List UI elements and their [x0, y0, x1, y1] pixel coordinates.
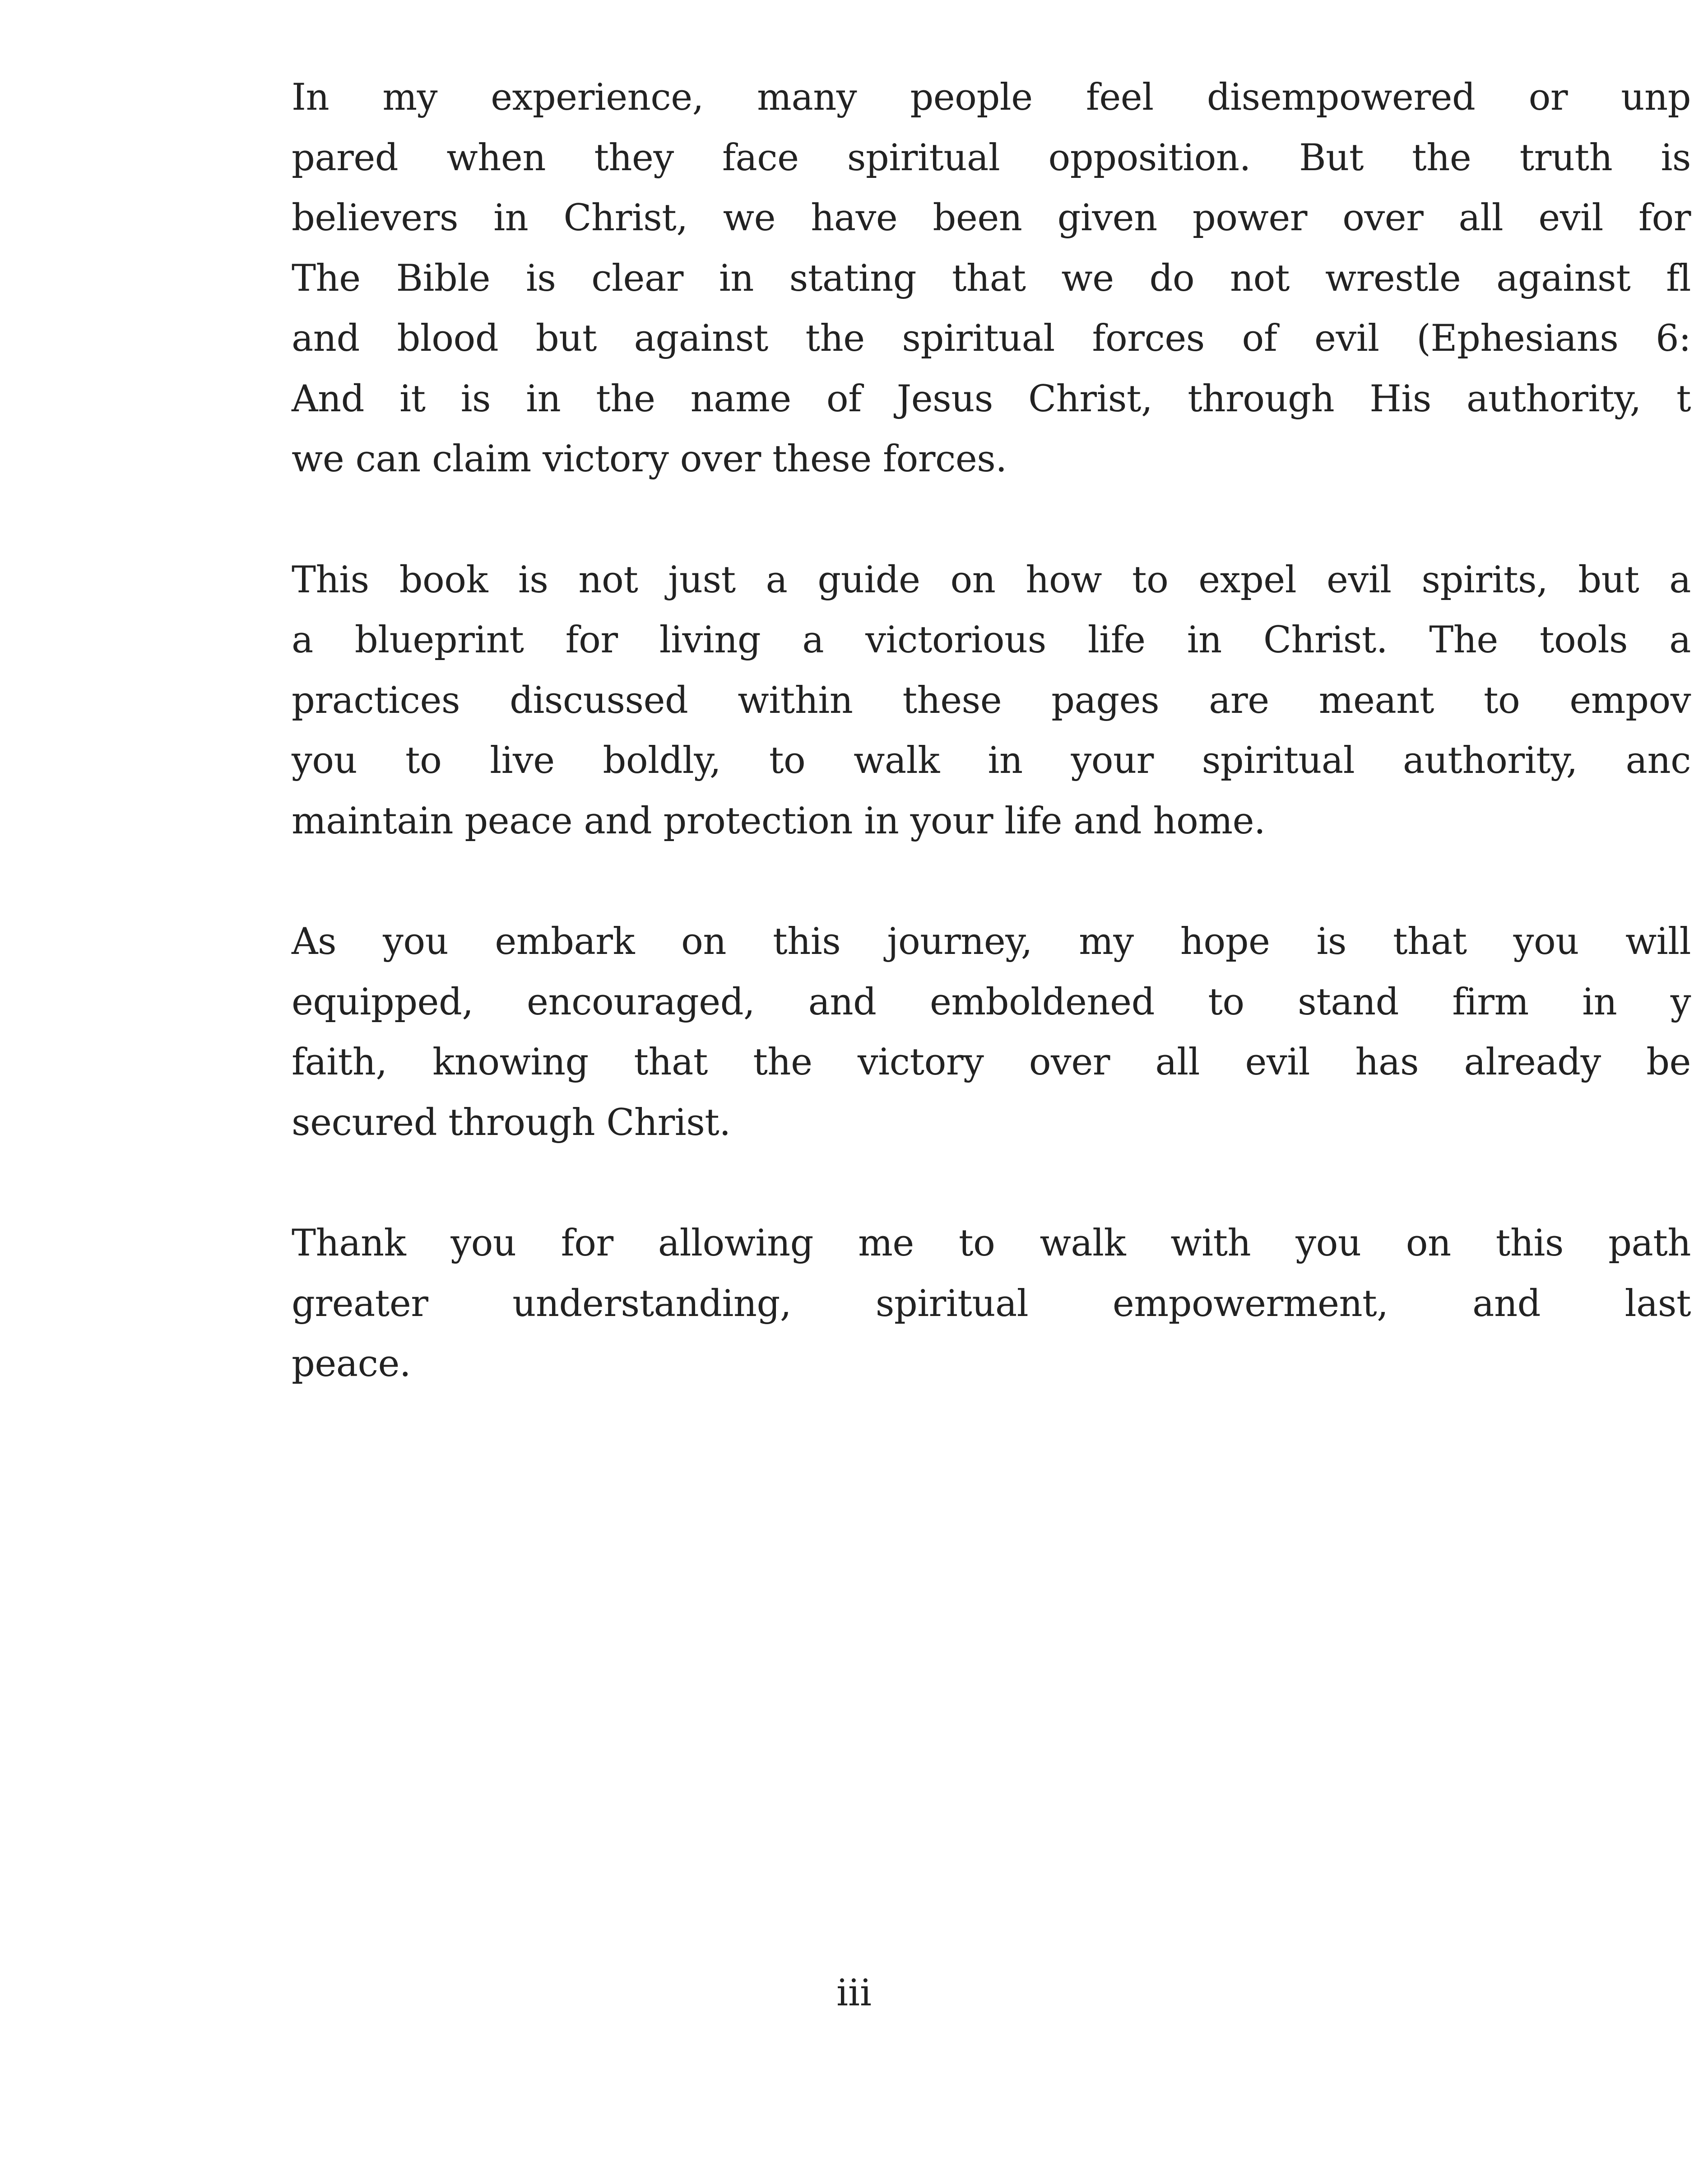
- text-line: and blood but against the spiritual forces of evil (Ephesians 6:: [292, 317, 1691, 360]
- text-line: equipped, encouraged, and emboldened to stand firm in y: [292, 981, 1691, 1023]
- text-line: believers in Christ, we have been given power over all evil for: [292, 197, 1691, 239]
- text-line: peace.: [292, 1343, 411, 1385]
- paragraph-3: [292, 912, 1691, 1153]
- text-line: you to live boldly, to walk in your spiritual authority, anc: [292, 739, 1691, 782]
- paragraph-2: [292, 550, 1691, 852]
- text-line: greater understanding, spiritual empowerment, and last: [292, 1282, 1691, 1325]
- text-line: maintain peace and protection in your life and home.: [292, 800, 1266, 842]
- paragraph-1: [292, 68, 1691, 490]
- text-line: a blueprint for living a victorious life in Christ. The tools a: [292, 619, 1691, 661]
- text-line: The Bible is clear in stating that we do not wrestle against fl: [292, 257, 1691, 300]
- text-line: In my experience, many people feel disempowered or unp: [292, 76, 1691, 119]
- text-line: practices discussed within these pages are meant to empov: [292, 679, 1691, 722]
- text-line: secured through Christ.: [292, 1101, 731, 1144]
- text-line: This book is not just a guide on how to expel evil spirits, but a: [292, 558, 1691, 601]
- body-text: [292, 68, 1691, 1455]
- text-line: we can claim victory over these forces.: [292, 438, 1007, 480]
- paragraph-4: [292, 1214, 1691, 1395]
- text-line: As you embark on this journey, my hope is that you will: [292, 921, 1691, 963]
- text-line: Thank you for allowing me to walk with you on this path: [292, 1222, 1691, 1265]
- text-line: And it is in the name of Jesus Christ, through His authority, t: [292, 377, 1691, 420]
- text-line: pared when they face spiritual opposition. But the truth is: [292, 136, 1691, 179]
- page-number: iii: [836, 1972, 872, 2014]
- text-line: faith, knowing that the victory over all evil has already be: [292, 1041, 1691, 1084]
